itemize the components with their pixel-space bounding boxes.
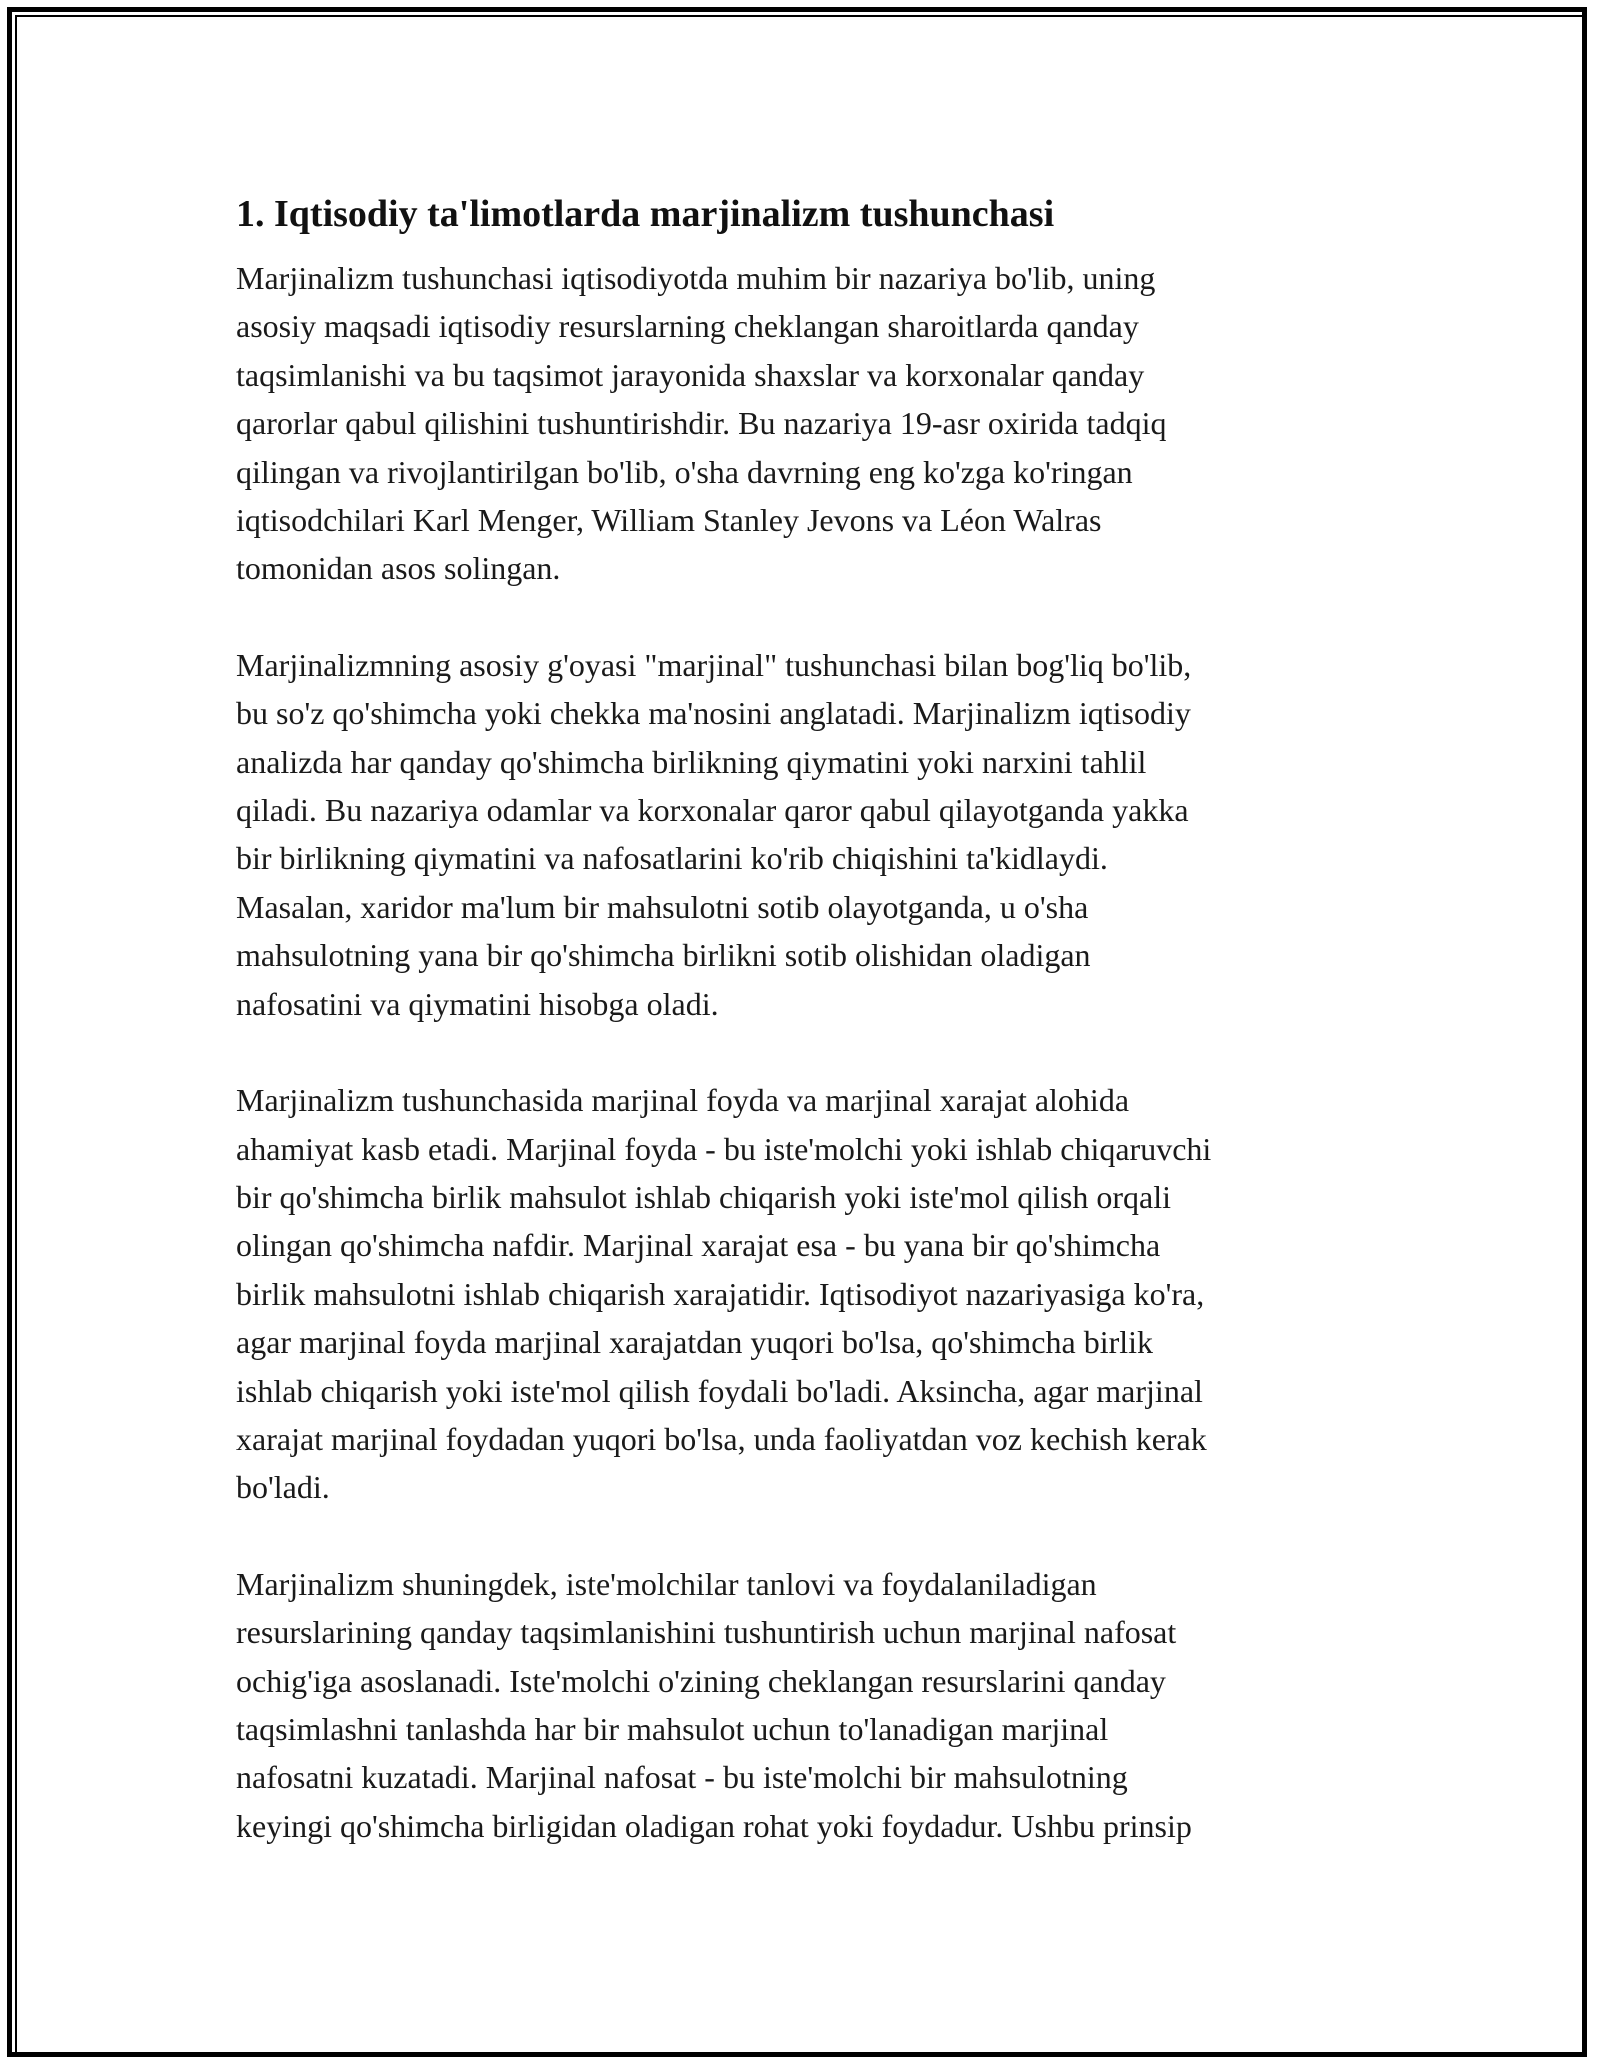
text-line: keyingi qo'shimcha birligidan oladigan rohat yoki foydadur. Ushbu prinsip <box>236 1807 1192 1844</box>
section-heading: 1. Iqtisodiy ta'limotlarda marjinalizm tushunchasi <box>236 193 1055 235</box>
paragraph-3 <box>236 1076 1366 1512</box>
document-body <box>236 188 1366 1898</box>
text-line: qiladi. Bu nazariya odamlar va korxonalar qaror qabul qilayotganda yakka <box>236 792 1189 829</box>
text-line: analizda har qanday qo'shimcha birlikning qiymatini yoki narxini tahlil <box>236 743 1147 780</box>
text-line: Marjinalizm tushunchasida marjinal foyda va marjinal xarajat alohida <box>236 1082 1130 1119</box>
text-line: bir qo'shimcha birlik mahsulot ishlab chiqarish yoki iste'mol qilish orqali <box>236 1178 1171 1215</box>
paragraph-1 <box>236 254 1366 593</box>
text-line: ahamiyat kasb etadi. Marjinal foyda - bu iste'molchi yoki ishlab chiqaruvchi <box>236 1130 1212 1167</box>
text-line: mahsulotning yana bir qo'shimcha birlikni sotib olishidan oladigan <box>236 937 1091 974</box>
text-line: birlik mahsulotni ishlab chiqarish xarajatidir. Iqtisodiyot nazariyasiga ko'ra, <box>236 1275 1205 1312</box>
paragraph-4 <box>236 1560 1366 1850</box>
text-line: Marjinalizm shuningdek, iste'molchilar tanlovi va foydalaniladigan <box>236 1565 1097 1602</box>
text-line: qilingan va rivojlantirilgan bo'lib, o'sha davrning eng ko'zga ko'ringan <box>236 453 1133 490</box>
paragraph-2 <box>236 641 1366 1028</box>
text-line: qarorlar qabul qilishini tushuntirishdir. Bu nazariya 19-asr oxirida tadqiq <box>236 405 1167 442</box>
text-line: ishlab chiqarish yoki iste'mol qilish foydali bo'ladi. Aksincha, agar marjinal <box>236 1372 1203 1409</box>
text-line: agar marjinal foyda marjinal xarajatdan yuqori bo'lsa, qo'shimcha birlik <box>236 1324 1154 1361</box>
text-line: bir birlikning qiymatini va nafosatlarini ko'rib chiqishini ta'kidlaydi. <box>236 840 1108 877</box>
text-line: resurslarining qanday taqsimlanishini tushuntirish uchun marjinal nafosat <box>236 1614 1177 1651</box>
text-line: Masalan, xaridor ma'lum bir mahsulotni sotib olayotganda, u o'sha <box>236 888 1089 925</box>
text-line: nafosatni kuzatadi. Marjinal nafosat - bu iste'molchi bir mahsulotning <box>236 1759 1128 1796</box>
text-line: taqsimlanishi va bu taqsimot jarayonida shaxslar va korxonalar qanday <box>236 356 1145 393</box>
text-line: ochig'iga asoslanadi. Iste'molchi o'zining cheklangan resurslarini qanday <box>236 1662 1166 1699</box>
text-line: tomonidan asos solingan. <box>236 550 561 587</box>
text-line: Marjinalizm tushunchasi iqtisodiyotda muhim bir nazariya bo'lib, uning <box>236 260 1156 296</box>
text-line: nafosatini va qiymatini hisobga oladi. <box>236 985 719 1022</box>
text-line: iqtisodchilari Karl Menger, William Stanley Jevons va Léon Walras <box>236 502 1102 539</box>
text-line: olingan qo'shimcha nafdir. Marjinal xarajat esa - bu yana bir qo'shimcha <box>236 1227 1161 1264</box>
text-line: bo'ladi. <box>236 1469 330 1506</box>
text-line: taqsimlashni tanlashda har bir mahsulot uchun to'lanadigan marjinal <box>236 1710 1109 1747</box>
text-line: xarajat marjinal foydadan yuqori bo'lsa, unda faoliyatdan voz kechish kerak <box>236 1420 1207 1457</box>
text-line: bu so'z qo'shimcha yoki chekka ma'nosini anglatadi. Marjinalizm iqtisodiy <box>236 695 1191 732</box>
text-line: asosiy maqsadi iqtisodiy resurslarning cheklangan sharoitlarda qanday <box>236 308 1139 345</box>
text-line: Marjinalizmning asosiy g'oyasi "marjinal" tushunchasi bilan bog'liq bo'lib, <box>236 646 1192 683</box>
